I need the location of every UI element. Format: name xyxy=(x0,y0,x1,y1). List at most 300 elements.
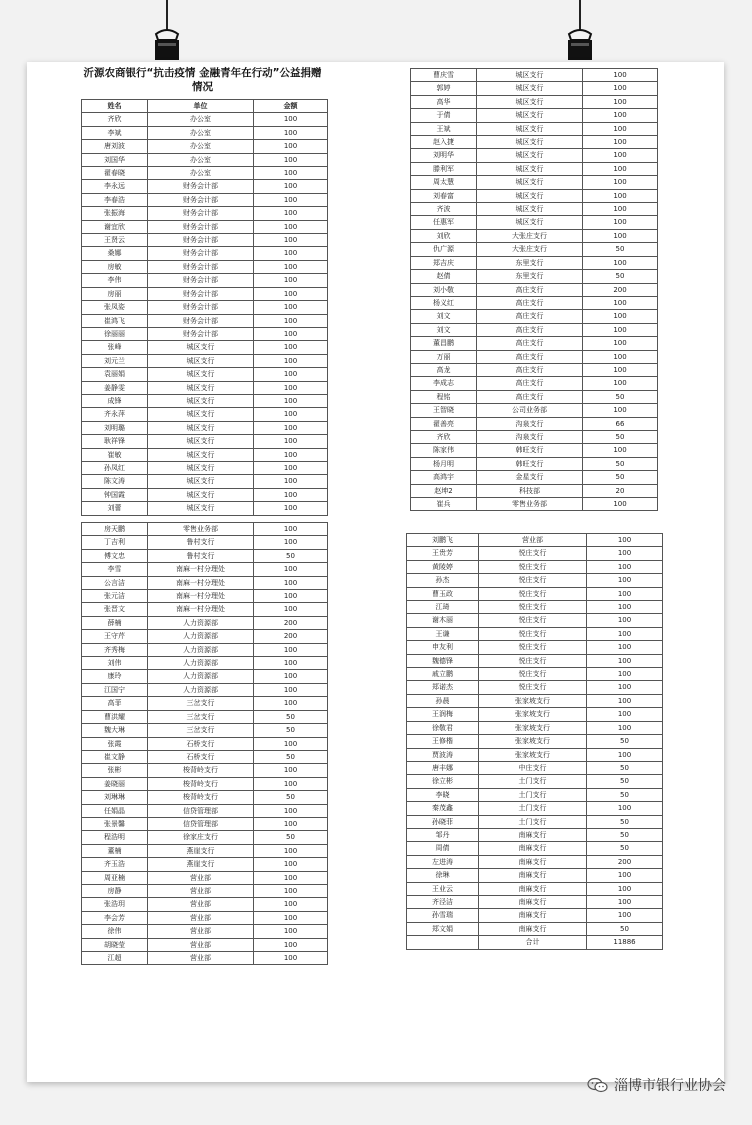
cell-name: 程铭 xyxy=(411,390,477,403)
cell-name: 房静 xyxy=(82,884,148,897)
table-row xyxy=(411,390,658,403)
cell-unit: 财务会计部 xyxy=(148,327,254,340)
cell-name: 陈文涛 xyxy=(82,475,148,488)
cell-unit: 梭背岭支行 xyxy=(148,777,254,790)
cell-name: 李斌 xyxy=(82,126,148,139)
cell-amount: 100 xyxy=(254,113,328,126)
table-row xyxy=(411,122,658,135)
cell-unit: 办公室 xyxy=(148,140,254,153)
cell-unit: 城区支行 xyxy=(477,95,583,108)
cell-amount: 100 xyxy=(583,162,658,175)
table-row xyxy=(407,882,663,895)
table-row xyxy=(82,354,328,367)
table-row xyxy=(411,95,658,108)
cell-name: 郑文娟 xyxy=(407,922,479,935)
cell-amount: 100 xyxy=(254,448,328,461)
cell-name: 魏大琳 xyxy=(82,724,148,737)
cell-name: 刘明华 xyxy=(411,149,477,162)
cell-name: 刘琳琳 xyxy=(82,791,148,804)
cell-name: 丁吉利 xyxy=(82,536,148,549)
cell-unit: 城区支行 xyxy=(148,341,254,354)
table-row xyxy=(82,563,328,576)
cell-amount: 50 xyxy=(587,828,663,841)
table-row xyxy=(82,884,328,897)
table-row xyxy=(82,180,328,193)
cell-name: 崔兵 xyxy=(411,498,477,511)
cell-unit: 高庄支行 xyxy=(477,377,583,390)
table-row xyxy=(407,842,663,855)
cell-amount: 100 xyxy=(254,858,328,871)
watermark xyxy=(587,1075,726,1095)
donation-table-2 xyxy=(410,68,658,511)
cell-unit: 南麻支行 xyxy=(479,882,587,895)
cell-name: 仇广源 xyxy=(411,243,477,256)
cell-unit: 南麻支行 xyxy=(479,895,587,908)
cell-name: 康玲 xyxy=(82,670,148,683)
cell-amount: 100 xyxy=(254,394,328,407)
cell-amount: 100 xyxy=(254,408,328,421)
cell-amount: 100 xyxy=(254,563,328,576)
table-row xyxy=(82,938,328,951)
cell-name: 张晋文 xyxy=(82,603,148,616)
cell-name: 贾波涛 xyxy=(407,748,479,761)
cell-unit: 南麻支行 xyxy=(479,855,587,868)
cell-unit: 南麻一村分理处 xyxy=(148,603,254,616)
cell-unit: 营业部 xyxy=(148,952,254,965)
cell-amount: 100 xyxy=(583,337,658,350)
cell-name: 翟春晓 xyxy=(82,167,148,180)
cell-name: 孙雪瑞 xyxy=(407,909,479,922)
table-row xyxy=(82,220,328,233)
cell-amount: 100 xyxy=(587,668,663,681)
cell-unit: 城区支行 xyxy=(148,394,254,407)
cell-name: 刘伟 xyxy=(82,657,148,670)
cell-unit: 张家坡支行 xyxy=(479,721,587,734)
table-row xyxy=(82,724,328,737)
cell-unit: 办公室 xyxy=(148,113,254,126)
table-row xyxy=(82,207,328,220)
table-row xyxy=(411,270,658,283)
table-row xyxy=(411,404,658,417)
cell-unit: 城区支行 xyxy=(477,203,583,216)
cell-name: 房敏 xyxy=(82,260,148,273)
cell-amount: 100 xyxy=(254,193,328,206)
cell-name: 齐秀梅 xyxy=(82,643,148,656)
cell-name: 唐刘波 xyxy=(82,140,148,153)
cell-amount: 50 xyxy=(587,842,663,855)
cell-name: 姜晓丽 xyxy=(82,777,148,790)
cell-amount: 100 xyxy=(254,435,328,448)
cell-amount: 100 xyxy=(254,247,328,260)
table-row xyxy=(82,871,328,884)
cell-unit: 营业部 xyxy=(148,898,254,911)
table-row xyxy=(411,176,658,189)
cell-amount: 200 xyxy=(587,855,663,868)
cell-unit: 梭背岭支行 xyxy=(148,791,254,804)
header-amount: 金额 xyxy=(254,100,328,113)
cell-unit: 科技部 xyxy=(477,484,583,497)
cell-unit: 南麻支行 xyxy=(479,869,587,882)
cell-amount: 66 xyxy=(583,417,658,430)
cell-amount: 100 xyxy=(587,869,663,882)
cell-amount: 100 xyxy=(587,587,663,600)
cell-unit: 悦庄支行 xyxy=(479,668,587,681)
cell-amount: 50 xyxy=(583,390,658,403)
cell-name: 郑诺杰 xyxy=(407,681,479,694)
cell-unit: 人力资源部 xyxy=(148,616,254,629)
cell-name: 翟善亮 xyxy=(411,417,477,430)
table-row xyxy=(411,498,658,511)
table-row xyxy=(411,256,658,269)
cell-amount: 100 xyxy=(254,938,328,951)
cell-amount: 100 xyxy=(254,871,328,884)
cell-name: 傅文忠 xyxy=(82,549,148,562)
cell-unit: 高庄支行 xyxy=(477,310,583,323)
wechat-logo-icon xyxy=(587,1077,609,1093)
table-row xyxy=(82,831,328,844)
cell-name: 齐波 xyxy=(411,203,477,216)
table-row xyxy=(82,911,328,924)
table-row xyxy=(411,109,658,122)
cell-unit: 财务会计部 xyxy=(148,220,254,233)
cell-amount: 100 xyxy=(254,341,328,354)
cell-amount: 100 xyxy=(254,603,328,616)
cell-unit: 大张庄支行 xyxy=(477,229,583,242)
cell-name: 孙凤红 xyxy=(82,461,148,474)
table-row xyxy=(411,377,658,390)
cell-name: 张振海 xyxy=(82,207,148,220)
table-row xyxy=(82,301,328,314)
cell-name: 刘国华 xyxy=(82,153,148,166)
cell-name: 徐伟 xyxy=(82,925,148,938)
cell-unit: 人力资源部 xyxy=(148,670,254,683)
cell-amount: 100 xyxy=(254,475,328,488)
cell-unit: 营业部 xyxy=(148,911,254,924)
cell-amount: 100 xyxy=(254,368,328,381)
table-row xyxy=(82,314,328,327)
cell-amount: 50 xyxy=(254,724,328,737)
cell-name: 崔敏 xyxy=(82,448,148,461)
table-row xyxy=(411,350,658,363)
cell-name: 王谦 xyxy=(407,627,479,640)
cell-name: 刘元兰 xyxy=(82,354,148,367)
cell-name: 高龙 xyxy=(411,363,477,376)
cell-amount: 100 xyxy=(254,126,328,139)
cell-name: 周亚楠 xyxy=(82,871,148,884)
cell-unit: 城区支行 xyxy=(477,162,583,175)
cell-name: 张彬 xyxy=(82,764,148,777)
cell-unit: 悦庄支行 xyxy=(479,560,587,573)
table-row xyxy=(407,815,663,828)
cell-name: 张景馨 xyxy=(82,817,148,830)
table-row xyxy=(411,444,658,457)
cell-amount: 100 xyxy=(254,657,328,670)
cell-name: 刘明璐 xyxy=(82,421,148,434)
cell-unit: 城区支行 xyxy=(477,176,583,189)
cell-name: 赵坤2 xyxy=(411,484,477,497)
cell-amount: 100 xyxy=(254,643,328,656)
cell-unit: 悦庄支行 xyxy=(479,601,587,614)
cell-amount: 50 xyxy=(254,831,328,844)
cell-amount: 100 xyxy=(254,670,328,683)
cell-amount: 100 xyxy=(254,925,328,938)
cell-amount: 50 xyxy=(587,735,663,748)
cell-unit: 城区支行 xyxy=(477,136,583,149)
cell-amount: 100 xyxy=(254,683,328,696)
cell-unit: 城区支行 xyxy=(148,368,254,381)
cell-unit: 城区支行 xyxy=(477,109,583,122)
cell-unit: 土门支行 xyxy=(479,815,587,828)
table-row xyxy=(82,448,328,461)
cell-amount: 100 xyxy=(254,461,328,474)
cell-amount: 50 xyxy=(254,549,328,562)
cell-name: 王斌 xyxy=(411,122,477,135)
cell-name: 曹玉政 xyxy=(407,587,479,600)
table-row xyxy=(411,310,658,323)
table-row xyxy=(407,627,663,640)
donation-table-3 xyxy=(81,522,328,965)
cell-name: 谢宜欣 xyxy=(82,220,148,233)
table-row xyxy=(82,247,328,260)
cell-unit: 张家坡支行 xyxy=(479,694,587,707)
cell-amount: 100 xyxy=(587,641,663,654)
cell-amount: 100 xyxy=(583,377,658,390)
cell-unit: 财务会计部 xyxy=(148,260,254,273)
cell-name: 任惠军 xyxy=(411,216,477,229)
cell-amount: 100 xyxy=(587,560,663,573)
cell-amount: 50 xyxy=(254,750,328,763)
table-row xyxy=(407,922,663,935)
cell-amount: 100 xyxy=(254,536,328,549)
cell-name: 郭婷 xyxy=(411,82,477,95)
cell-amount: 50 xyxy=(587,788,663,801)
cell-name: 房天鹏 xyxy=(82,523,148,536)
header-unit: 单位 xyxy=(148,100,254,113)
cell-unit: 人力资源部 xyxy=(148,630,254,643)
cell-name: 赵倩 xyxy=(411,270,477,283)
cell-name: 曹洪耀 xyxy=(82,710,148,723)
table-row xyxy=(82,523,328,536)
cell-unit: 办公室 xyxy=(148,126,254,139)
cell-amount: 100 xyxy=(254,576,328,589)
cell-amount: 50 xyxy=(587,815,663,828)
cell-amount: 100 xyxy=(583,350,658,363)
cell-unit: 城区支行 xyxy=(477,149,583,162)
document-title: 沂源农商银行“抗击疫情 金融青年在行动”公益捐赠情况 xyxy=(83,67,322,93)
cell-unit: 人力资源部 xyxy=(148,657,254,670)
cell-name: 杨月明 xyxy=(411,457,477,470)
cell-amount: 100 xyxy=(254,911,328,924)
cell-unit: 土门支行 xyxy=(479,788,587,801)
cell-amount: 100 xyxy=(254,327,328,340)
table-row xyxy=(407,641,663,654)
table-row xyxy=(411,457,658,470)
cell-amount: 100 xyxy=(254,502,328,515)
cell-amount: 200 xyxy=(254,616,328,629)
table-row xyxy=(407,721,663,734)
cell-unit: 张家坡支行 xyxy=(479,735,587,748)
cell-amount: 100 xyxy=(254,488,328,501)
table-row xyxy=(82,817,328,830)
cell-amount: 100 xyxy=(254,207,328,220)
cell-amount: 100 xyxy=(254,274,328,287)
cell-amount: 100 xyxy=(254,260,328,273)
table-row xyxy=(82,576,328,589)
cell-name: 张元洁 xyxy=(82,590,148,603)
cell-unit: 高庄支行 xyxy=(477,323,583,336)
cell-amount: 100 xyxy=(254,381,328,394)
donation-table-4 xyxy=(406,533,663,950)
cell-amount: 100 xyxy=(587,534,663,547)
table-header-row xyxy=(82,100,328,113)
cell-unit: 韩旺支行 xyxy=(477,444,583,457)
cell-amount: 50 xyxy=(587,761,663,774)
table-row xyxy=(82,791,328,804)
table-row xyxy=(411,430,658,443)
cell-amount: 100 xyxy=(587,895,663,908)
table-row xyxy=(82,670,328,683)
cell-unit: 高庄支行 xyxy=(477,390,583,403)
cell-name: 王智晓 xyxy=(411,404,477,417)
cell-name: 王守芹 xyxy=(82,630,148,643)
cell-name: 李成志 xyxy=(411,377,477,390)
cell-unit: 城区支行 xyxy=(148,461,254,474)
cell-name: 徐立彬 xyxy=(407,775,479,788)
table-row xyxy=(82,234,328,247)
table-row xyxy=(82,421,328,434)
cell-name: 王业云 xyxy=(407,882,479,895)
cell-name: 徐敬君 xyxy=(407,721,479,734)
cell-name: 黄陵婷 xyxy=(407,560,479,573)
table-row xyxy=(82,630,328,643)
cell-name: 刘鹏飞 xyxy=(407,534,479,547)
cell-amount: 100 xyxy=(583,122,658,135)
cell-name: 戚立鹏 xyxy=(407,668,479,681)
table-row xyxy=(82,898,328,911)
cell-name: 邹丹 xyxy=(407,828,479,841)
cell-name: 钟国霞 xyxy=(82,488,148,501)
cell-name: 秦茂鑫 xyxy=(407,802,479,815)
cell-name: 万丽 xyxy=(411,350,477,363)
cell-amount: 100 xyxy=(254,354,328,367)
table-row xyxy=(407,748,663,761)
cell-unit: 营业部 xyxy=(148,925,254,938)
cell-name: 江琦 xyxy=(407,601,479,614)
cell-name: 崔文静 xyxy=(82,750,148,763)
table-row xyxy=(82,167,328,180)
cell-unit: 营业部 xyxy=(148,884,254,897)
cell-name: 谢木丽 xyxy=(407,614,479,627)
cell-unit: 三岔支行 xyxy=(148,710,254,723)
cell-unit: 张家坡支行 xyxy=(479,748,587,761)
cell-amount: 100 xyxy=(587,574,663,587)
cell-amount: 200 xyxy=(583,283,658,296)
cell-unit: 信贷管理部 xyxy=(148,804,254,817)
cell-name: 耿祥锋 xyxy=(82,435,148,448)
cell-amount: 100 xyxy=(583,444,658,457)
cell-name: 李会芳 xyxy=(82,911,148,924)
cell-unit: 韩旺支行 xyxy=(477,457,583,470)
cell-name: 滕利军 xyxy=(411,162,477,175)
cell-unit: 南麻一村分理处 xyxy=(148,563,254,576)
cell-name: 张凤姿 xyxy=(82,301,148,314)
table-row xyxy=(407,895,663,908)
cell-amount: 100 xyxy=(583,404,658,417)
cell-unit: 城区支行 xyxy=(148,354,254,367)
cell-unit: 城区支行 xyxy=(148,435,254,448)
cell-amount: 100 xyxy=(254,167,328,180)
table-row xyxy=(82,764,328,777)
cell-amount: 50 xyxy=(583,471,658,484)
cell-amount: 100 xyxy=(583,498,658,511)
table-row xyxy=(82,341,328,354)
cell-amount: 100 xyxy=(587,601,663,614)
cell-unit: 燕崖支行 xyxy=(148,858,254,871)
cell-amount: 100 xyxy=(254,884,328,897)
cell-name: 李雪 xyxy=(82,563,148,576)
table-row xyxy=(82,737,328,750)
binder-clip-icon xyxy=(152,28,182,62)
cell-unit: 悦庄支行 xyxy=(479,641,587,654)
table-row xyxy=(82,858,328,871)
cell-unit: 办公室 xyxy=(148,153,254,166)
cell-name: 刘小敬 xyxy=(411,283,477,296)
binder-clip-icon xyxy=(565,28,595,62)
table-row xyxy=(82,643,328,656)
cell-amount: 50 xyxy=(583,457,658,470)
cell-name: 陈家伟 xyxy=(411,444,477,457)
cell-name: 刘欣 xyxy=(411,229,477,242)
cell-name: 郑吉庆 xyxy=(411,256,477,269)
table-row xyxy=(411,162,658,175)
table-row xyxy=(82,153,328,166)
table-row xyxy=(82,777,328,790)
table-row xyxy=(411,216,658,229)
cell-unit: 人力资源部 xyxy=(148,683,254,696)
donation-table-1 xyxy=(81,99,328,516)
cell-name: 刘文 xyxy=(411,323,477,336)
table-row xyxy=(407,828,663,841)
cell-unit: 城区支行 xyxy=(148,408,254,421)
cell-amount: 100 xyxy=(587,654,663,667)
total-label: 合计 xyxy=(479,936,587,949)
cell-amount: 100 xyxy=(254,153,328,166)
cell-unit: 东里支行 xyxy=(477,256,583,269)
cell-amount: 20 xyxy=(583,484,658,497)
cell-name: 左进涛 xyxy=(407,855,479,868)
cell-name: 江超 xyxy=(82,952,148,965)
cell-name: 齐欣 xyxy=(82,113,148,126)
cell-name: 姜静雯 xyxy=(82,381,148,394)
cell-unit: 悦庄支行 xyxy=(479,654,587,667)
cell-unit: 城区支行 xyxy=(148,475,254,488)
table-row xyxy=(407,601,663,614)
table-row xyxy=(82,368,328,381)
cell-name: 董昌鹏 xyxy=(411,337,477,350)
table-row xyxy=(411,484,658,497)
cell-unit: 高庄支行 xyxy=(477,283,583,296)
cell-name: 魏德锋 xyxy=(407,654,479,667)
cell-amount: 100 xyxy=(583,203,658,216)
cell-unit: 城区支行 xyxy=(148,448,254,461)
table-row xyxy=(407,560,663,573)
cell-unit: 悦庄支行 xyxy=(479,614,587,627)
cell-unit: 城区支行 xyxy=(477,216,583,229)
table-row xyxy=(411,189,658,202)
cell-name: 高菲 xyxy=(82,697,148,710)
cell-name: 周太慧 xyxy=(411,176,477,189)
cell-amount: 50 xyxy=(583,270,658,283)
